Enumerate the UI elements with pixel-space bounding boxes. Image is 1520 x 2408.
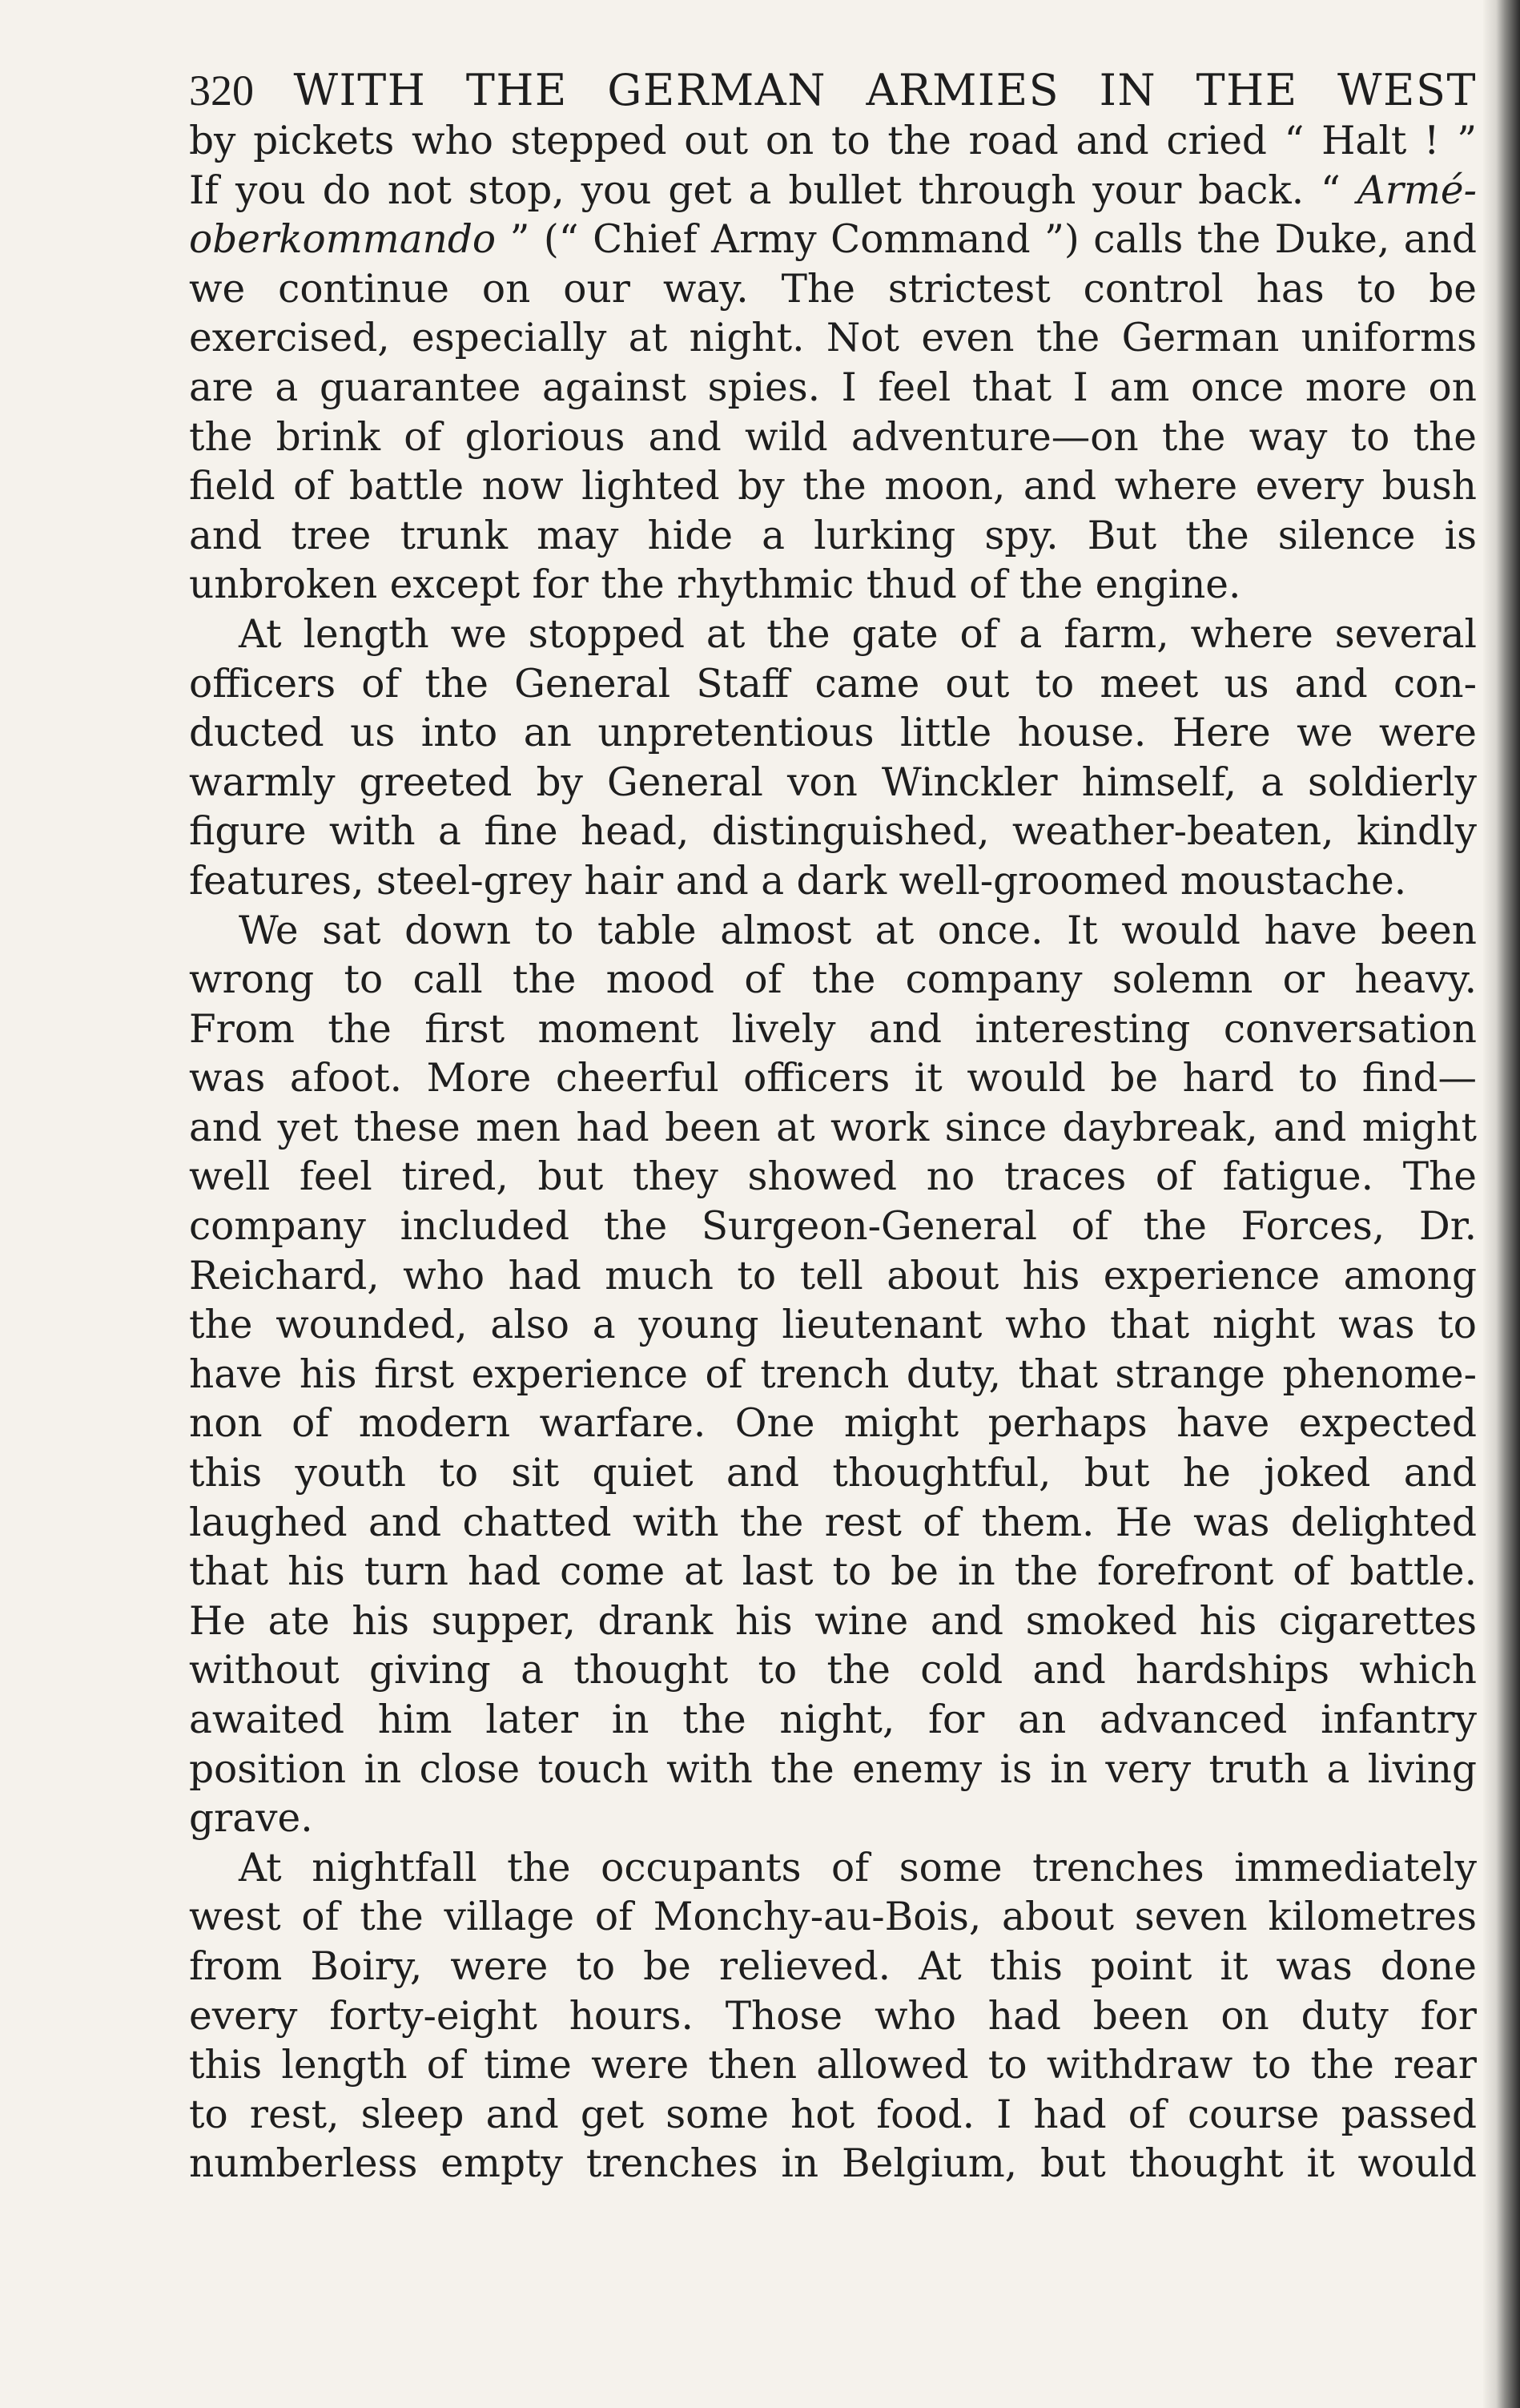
text-line: warmly greeted by General von Winckler himself, a soldierly	[189, 759, 1477, 805]
text-line: by pickets who stepped out on to the road and cried “ Halt ! ”	[189, 119, 1477, 163]
text-line: figure with a fine head, distinguished, weather-beaten, kindly	[189, 809, 1477, 855]
text-line: to rest, sleep and get some hot food. I had of course passed	[189, 2092, 1477, 2137]
text-line: wrong to call the mood of the company solemn or heavy.	[189, 957, 1477, 1003]
text-line: ducted us into an unpretentious little house. Here we were	[189, 711, 1477, 756]
text-line: and yet these men had been at work since daybreak, and might	[189, 1105, 1477, 1150]
text-line: west of the village of Monchy-au-Bois, about seven kilometres	[189, 1895, 1477, 1940]
text-line: this youth to sit quiet and thoughtful, but he joked and	[189, 1451, 1477, 1496]
text-line: He ate his supper, drank his wine and smoked his cigarettes	[189, 1598, 1477, 1644]
text-line: position in close touch with the enemy is in very truth a living	[189, 1746, 1477, 1792]
text-line: unbroken except for the rhythmic thud of the engine.	[189, 562, 1241, 608]
text-line: was afoot. More cheerful officers it would be hard to find—	[189, 1056, 1477, 1101]
text-line	[189, 167, 1477, 216]
text-line: Reichard, who had much to tell about his experience among	[189, 1253, 1477, 1299]
page-gutter-shadow	[1483, 0, 1520, 2408]
text-line: we continue on our way. The strictest control has to be	[189, 266, 1477, 312]
paragraph-1	[189, 117, 1477, 610]
page-number: 320	[189, 66, 254, 115]
text-line: features, steel-grey hair and a dark well-groomed moustache.	[189, 858, 1407, 904]
text-line: At length we stopped at the gate of a farm, where several	[239, 611, 1477, 657]
paragraph-3	[189, 907, 1477, 1844]
text-line: and tree trunk may hide a lurking spy. But the silence is	[189, 513, 1477, 558]
text-line: non of modern warfare. One might perhaps have expected	[189, 1401, 1477, 1447]
text-line: grave.	[189, 1796, 313, 1842]
text-line: From the first moment lively and interesting conversation	[189, 1006, 1477, 1052]
text-line: this length of time were then allowed to withdraw to the rear	[189, 2043, 1477, 2088]
running-head	[189, 64, 1477, 117]
text-block	[189, 64, 1477, 2189]
running-title: WITH THE GERMAN ARMIES IN THE WEST	[293, 65, 1477, 115]
italic-term: Armé-	[1357, 167, 1477, 213]
text-line: awaited him later in the night, for an advanced infantry	[189, 1697, 1477, 1742]
text-line: that his turn had come at last to be in the forefront of battle.	[189, 1549, 1477, 1595]
paragraph-2	[189, 610, 1477, 907]
paragraph-4	[189, 1844, 1477, 2189]
text-segment: If you do not stop, you get a bullet through your back. “ Armé-	[189, 167, 1477, 213]
text-line: without giving a thought to the cold and hardships which	[189, 1648, 1477, 1693]
text-line: oberkommando ” (“ Chief Army Command ”) calls the Duke, and	[189, 217, 1477, 263]
text-line: every forty-eight hours. Those who had been on duty for	[189, 1993, 1477, 2039]
text-line: from Boiry, were to be relieved. At this point it was done	[189, 1943, 1477, 1989]
text-line: company included the Surgeon-General of the Forces, Dr.	[189, 1204, 1477, 1250]
text-line: laughed and chatted with the rest of them. He was delighted	[189, 1500, 1477, 1545]
text-line: have his first experience of trench duty, that strange phenome-	[189, 1351, 1477, 1397]
text-line: exercised, especially at night. Not even the German uniforms	[189, 316, 1477, 361]
text-line: At nightfall the occupants of some trenches immediately	[239, 1845, 1477, 1891]
text-line: the brink of glorious and wild adventure—on the way to the	[189, 414, 1477, 460]
text-line: field of battle now lighted by the moon, and where every bush	[189, 464, 1477, 509]
italic-term: oberkommando	[189, 217, 497, 263]
text-line: the wounded, also a young lieutenant who that night was to	[189, 1303, 1477, 1348]
text-line: well feel tired, but they showed no traces of fatigue. The	[189, 1154, 1477, 1200]
text-line: We sat down to table almost at once. It would have been	[239, 908, 1477, 953]
text-line: officers of the General Staff came out to meet us and con-	[189, 661, 1477, 707]
text-line: are a guarantee against spies. I feel that I am once more on	[189, 364, 1477, 410]
text-line: numberless empty trenches in Belgium, but thought it would	[189, 2141, 1477, 2187]
